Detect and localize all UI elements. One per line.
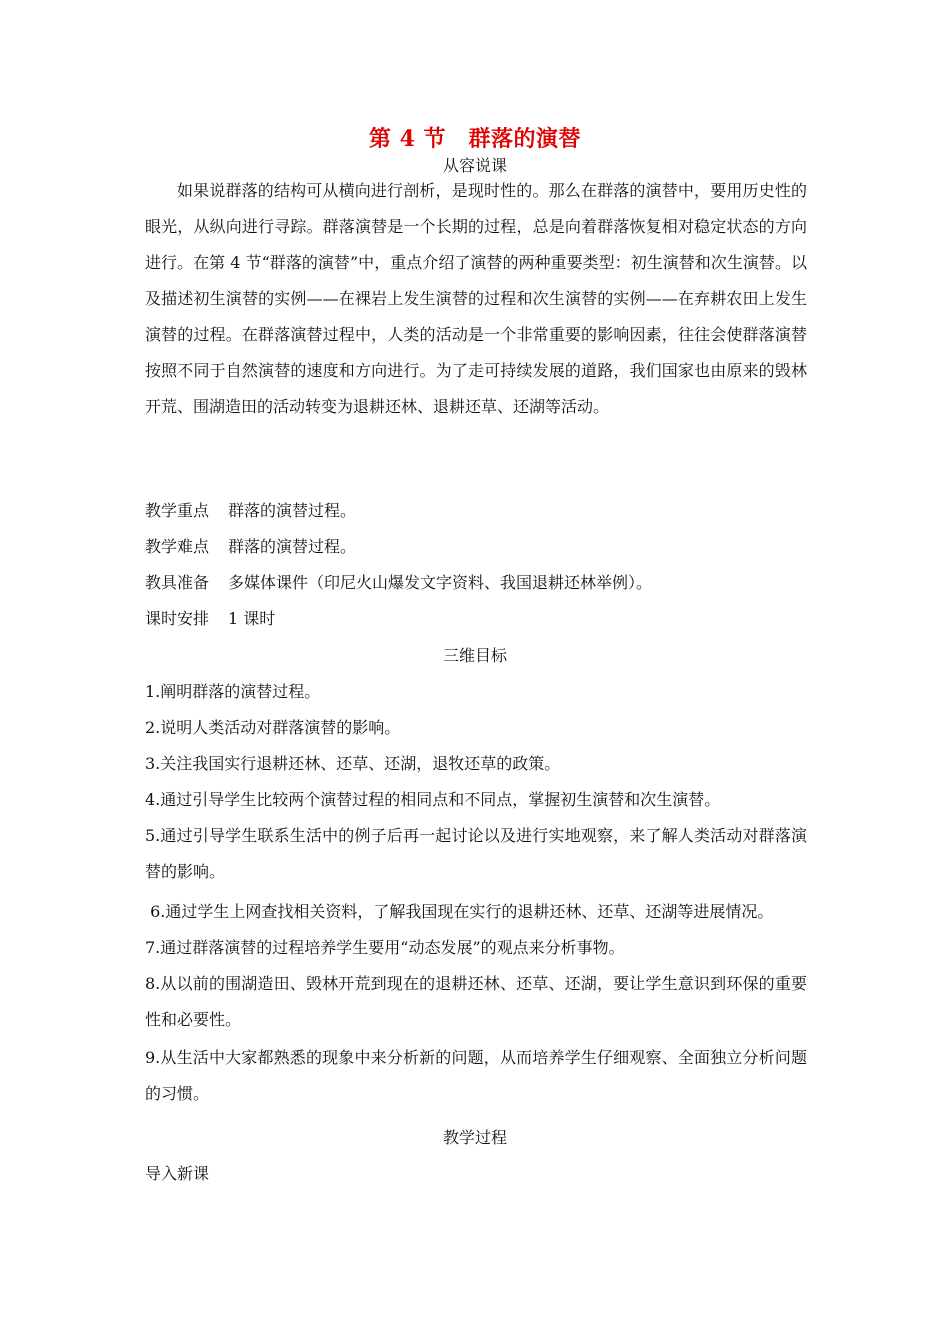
goal-item: 9.从生活中大家都熟悉的现象中来分析新的问题，从而培养学生仔细观察、全面独立分析问题的习惯。 xyxy=(145,1048,807,1103)
difficulty-label: 教学难点 xyxy=(145,537,210,556)
goal-item: 4.通过引导学生比较两个演替过程的相同点和不同点，掌握初生演替和次生演替。 xyxy=(145,790,721,809)
intro-paragraph: 如果说群落的结构可从横向进行剖析，是现时性的。那么在群落的演替中，要用历史性的眼光，从纵向进行寻踪。群落演替是一个长期的过程，总是向着群落恢复相对稳定状态的方向进行。在第 4 节“群落的演替”中，重点介绍了演替的两种重要类型：初生演替和次生演替。以及描述初生演替的实例——在裸岩上发生演替的过程和次生演替的实例——在弃耕农田上发生演替的过程。在群落演替过程中，人类的活动是一个非常重要的影响因素，往往会使群落演替按照不同于自然演替的速度和方向进行。为了走可持续发展的道路，我们国家也由原来的毁林开荒、围湖造田的活动转变为退耕还林、退耕还草、还湖等活动。 xyxy=(145,181,807,416)
goal-item: 6.通过学生上网查找相关资料，了解我国现在实行的退耕还林、还草、还湖等进展情况。 xyxy=(145,902,774,921)
goal-item: 3.关注我国实行退耕还林、还草、还湖，退牧还草的政策。 xyxy=(145,754,561,773)
schedule-label: 课时安排 xyxy=(145,609,210,628)
goal-item: 8.从以前的围湖造田、毁林开荒到现在的退耕还林、还草、还湖，要让学生意识到环保的重要性和必要性。 xyxy=(145,974,807,1029)
tools-value: 多媒体课件（印尼火山爆发文字资料、我国退耕还林举例）。 xyxy=(228,573,653,592)
difficulty-row xyxy=(145,537,356,557)
tools-label: 教具准备 xyxy=(145,573,210,592)
tools-row xyxy=(145,573,652,593)
goal-item: 2.说明人类活动对群落演替的影响。 xyxy=(145,718,401,737)
goal-item: 5.通过引导学生联系生活中的例子后再一起讨论以及进行实地观察，来了解人类活动对群落演替的影响。 xyxy=(145,826,807,881)
goal-item: 7.通过群落演替的过程培养学生要用“动态发展”的观点来分析事物。 xyxy=(145,938,625,957)
difficulty-value: 群落的演替过程。 xyxy=(228,537,357,556)
intro-lesson-heading: 导入新课 xyxy=(145,1164,210,1183)
subtitle: 从容说课 xyxy=(442,156,507,175)
key-point-value: 群落的演替过程。 xyxy=(228,501,357,520)
page-title: 第 4 节 群落的演替 xyxy=(368,126,582,152)
goal-item: 1.阐明群落的演替过程。 xyxy=(145,682,321,701)
key-point-row xyxy=(145,501,356,521)
process-heading: 教学过程 xyxy=(442,1128,507,1147)
key-point-label: 教学重点 xyxy=(145,501,210,520)
goals-heading: 三维目标 xyxy=(442,646,507,665)
schedule-value: 1 课时 xyxy=(228,609,276,628)
schedule-row xyxy=(145,609,275,629)
